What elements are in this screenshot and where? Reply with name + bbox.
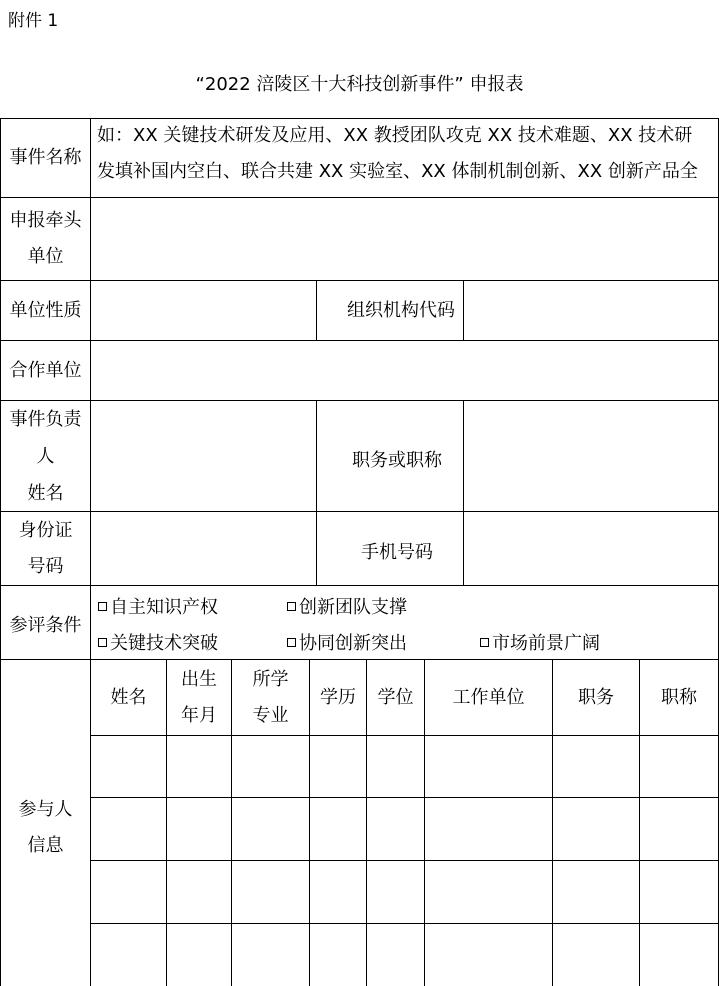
position-title-field[interactable] [464, 401, 718, 511]
id-card-label [0, 512, 91, 585]
event-name-field[interactable] [91, 118, 718, 198]
participant-row[interactable] [91, 798, 718, 860]
header-degree: 学位 [377, 686, 414, 708]
checkbox-icon[interactable] [287, 602, 296, 611]
checkbox-icon[interactable] [98, 638, 107, 647]
event-name-label: 事件名称 [9, 147, 82, 168]
header-work-unit: 工作单位 [452, 686, 525, 708]
unit-nature-field[interactable] [91, 281, 316, 340]
org-code-field[interactable] [464, 281, 718, 340]
header-name: 姓名 [110, 686, 147, 708]
phone-field[interactable] [464, 512, 718, 585]
unit-nature-label: 单位性质 [9, 299, 82, 321]
checkbox-icon[interactable] [287, 638, 296, 647]
attachment-label: 附件 1 [8, 11, 59, 31]
lead-unit-field[interactable] [91, 198, 718, 280]
header-title: 职称 [661, 686, 697, 708]
criteria-option[interactable]: 创新团队支撑 [287, 596, 407, 620]
event-leader-label [0, 401, 91, 511]
event-leader-name-field[interactable] [91, 401, 316, 511]
position-title-label: 职务或职称 [352, 450, 442, 471]
event-leader-label-line1: 事件负责 [9, 408, 82, 430]
criteria-option[interactable]: 关键技术突破 [98, 632, 218, 656]
form-title: “2022 涪陵区十大科技创新事件” 申报表 [195, 74, 524, 95]
event-name-example-line1: 如：XX 关键技术研发及应用、XX 教授团队攻克 XX 技术难题、XX 技术研 [97, 125, 693, 146]
checkbox-icon[interactable] [480, 638, 489, 647]
lead-unit-label-line1: 申报牵头 [9, 210, 82, 231]
checkbox-icon[interactable] [98, 602, 107, 611]
phone-label: 手机号码 [361, 542, 433, 563]
participant-row[interactable] [91, 861, 718, 923]
participant-row[interactable] [91, 736, 718, 797]
header-education: 学历 [320, 686, 356, 708]
criteria-option[interactable]: 自主知识产权 [98, 596, 218, 620]
id-card-label-line1: 身份证 [18, 519, 73, 541]
participants-label [0, 660, 91, 986]
id-card-label-line2: 号码 [27, 555, 64, 577]
participants-label-line1: 参与人 [18, 799, 73, 820]
partner-unit-label: 合作单位 [9, 359, 82, 381]
event-leader-label-line3: 姓名 [27, 482, 64, 504]
criteria-option[interactable]: 市场前景广阔 [480, 632, 600, 656]
header-major: 所学 专业 [252, 668, 289, 726]
lead-unit-label [0, 198, 91, 280]
header-duty: 职务 [578, 686, 614, 708]
lead-unit-label-line2: 单位 [27, 246, 64, 267]
criteria-label: 参评条件 [9, 615, 82, 636]
id-card-field[interactable] [91, 512, 316, 585]
participant-row[interactable] [91, 924, 718, 986]
partner-unit-field[interactable] [91, 341, 718, 400]
header-birth: 出生 年月 [181, 668, 217, 726]
participants-label-line2: 信息 [27, 835, 64, 856]
event-leader-label-line2: 人 [36, 445, 55, 467]
criteria-option[interactable]: 协同创新突出 [287, 632, 407, 656]
org-code-label: 组织机构代码 [347, 299, 455, 321]
event-name-example-line2: 发填补国内空白、联合共建 XX 实验室、XX 体制机制创新、XX 创新产品全 [97, 161, 698, 182]
